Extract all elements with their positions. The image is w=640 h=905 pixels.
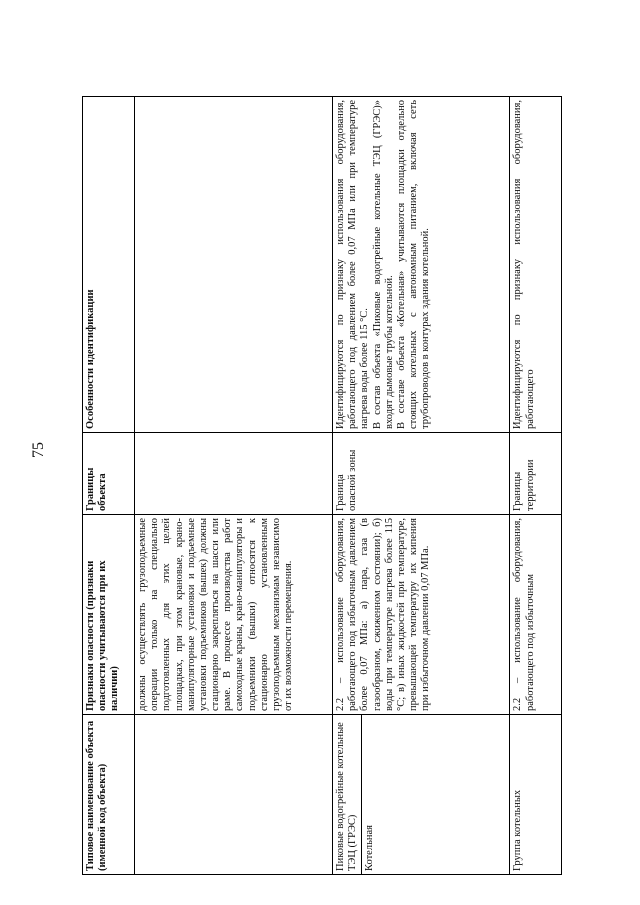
table-header-row [83,97,135,875]
cell-name: Группа котельных [510,715,562,875]
cell-name [135,715,333,875]
cell-signs: 2.2 – использование оборудования, работающего под избыточным [510,515,562,715]
cell-bounds: Граница опасной зоны [333,433,510,515]
cell-signs: должны осуществлять грузоподъемные операции только на специально подготовленных для этих целей площадках, при этом крановые, крано-манипуляторные установки и подъемные установки подъемников (вышек) должны стационарно закрепляться на шасси или раме. В процессе производства работ самоходные краны, крано-манипуляторы и подъемники (вышки) относятся к стационарно установленным грузоподъемным механизмам независимо от их возможности перемещения. [135,515,333,715]
feature-paragraph: В составе объекта «Котельная» учитываются площадки отдельно стоящих котельных с автономным питанием, включая сеть трубопроводов в контурах здания котельной. [395,100,432,429]
table-row [333,97,362,875]
cell-bounds [135,433,333,515]
header-object-name: Типовое наименование объекта (именной код объекта) [83,715,135,875]
header-identification-features: Особенности идентификации [83,97,135,433]
cell-bounds: Границы территории [510,433,562,515]
feature-paragraph: Идентифицируются по признаку использования оборудования, работающего под давлением более 0,07 МПа или при температуре нагрева воды более 115 °С. [335,100,371,429]
cell-features: Идентифицируются по признаку использования оборудования, работающего [510,97,562,433]
cell-features [135,97,333,433]
rotated-table-sheet [82,97,562,875]
cell-features [333,97,510,433]
feature-paragraph: В состав объекта «Пиковые водогрейные котельные ТЭЦ (ГРЭС)» входят дымовые трубы котельной. [371,100,395,429]
identification-table [82,96,562,875]
header-object-bounds: Границы объекта [83,433,135,515]
cell-name: Пиковые водогрейные котельные ТЭЦ (ГРЭС) [333,715,362,875]
header-hazard-signs: Признаки опасности (признаки опасности учитываются при их наличии) [83,515,135,715]
table-row [135,97,333,875]
cell-name: Котельная [362,715,510,875]
table-row [510,97,562,875]
cell-signs: 2.2 – использование оборудования, работающего под избыточным давлением более 0,07 МПа: а) пара, газа (в газообразном, сжиженном состоянии); б) воды при температуре нагрева более 115 °С; в) иных жидкостей при температуре, превышающей температуру их кипения при избыточном давлении 0,07 МПа. [333,515,510,715]
page-number: 75 [30,442,47,458]
